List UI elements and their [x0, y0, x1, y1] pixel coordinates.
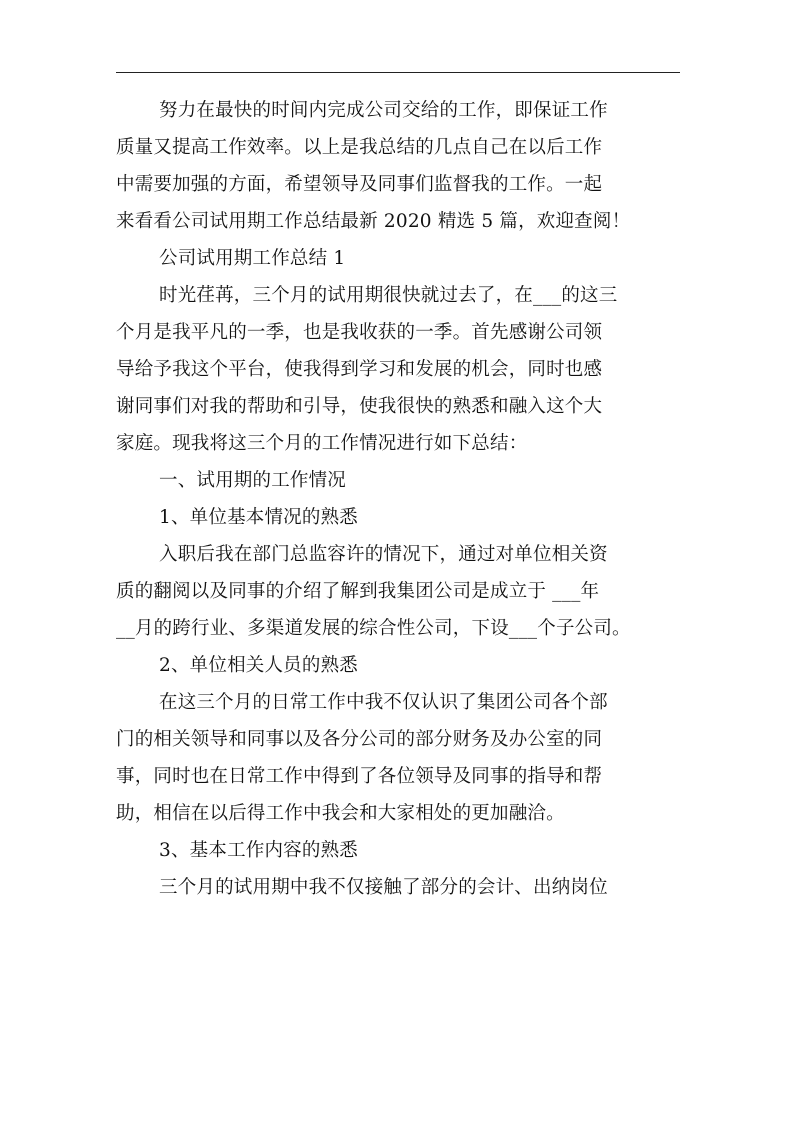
- para1-line-5: 家庭。现我将这三个月的工作情况进行如下总结：: [116, 433, 528, 454]
- subheading-3: 3、基本工作内容的熟悉: [159, 840, 358, 861]
- subheading-1: 1、单位基本情况的熟悉: [159, 507, 358, 528]
- para2-line-3: __月的跨行业、多渠道发展的综合性公司，下设___个子公司。: [116, 618, 631, 639]
- summary-title: 公司试用期工作总结 1: [159, 248, 346, 269]
- para1-line-1: 时光荏苒，三个月的试用期很快就过去了，在___的这三: [159, 285, 618, 306]
- intro-line-4: 来看看公司试用期工作总结最新 2020 精选 5 篇，欢迎查阅！: [116, 211, 631, 232]
- para3-line-3: 事，同时也在日常工作中得到了各位领导及同事的指导和帮: [116, 766, 603, 787]
- section-heading-1: 一、试用期的工作情况: [159, 470, 347, 491]
- intro-line-1: 努力在最快的时间内完成公司交给的工作，即保证工作: [159, 100, 608, 121]
- para1-line-2: 个月是我平凡的一季，也是我收获的一季。首先感谢公司领: [116, 322, 603, 343]
- intro-line-3: 中需要加强的方面，希望领导及同事们监督我的工作。一起: [116, 174, 603, 195]
- intro-line-2: 质量又提高工作效率。以上是我总结的几点自己在以后工作: [116, 137, 603, 158]
- header-divider: [116, 72, 680, 73]
- document-body: [116, 92, 680, 906]
- para2-line-1: 入职后我在部门总监容许的情况下，通过对单位相关资: [159, 544, 608, 565]
- para1-line-4: 谢同事们对我的帮助和引导，使我很快的熟悉和融入这个大: [116, 396, 603, 417]
- subheading-2: 2、单位相关人员的熟悉: [159, 655, 358, 676]
- para3-line-2: 门的相关领导和同事以及各分公司的部分财务及办公室的同: [116, 729, 603, 750]
- para3-line-1: 在这三个月的日常工作中我不仅认识了集团公司各个部: [159, 692, 608, 713]
- para4-line-1: 三个月的试用期中我不仅接触了部分的会计、出纳岗位: [159, 877, 608, 898]
- para2-line-2: 质的翻阅以及同事的介绍了解到我集团公司是成立于 ___年: [116, 581, 600, 602]
- para3-line-4: 助，相信在以后得工作中我会和大家相处的更加融洽。: [116, 803, 565, 824]
- para1-line-3: 导给予我这个平台，使我得到学习和发展的机会，同时也感: [116, 359, 603, 380]
